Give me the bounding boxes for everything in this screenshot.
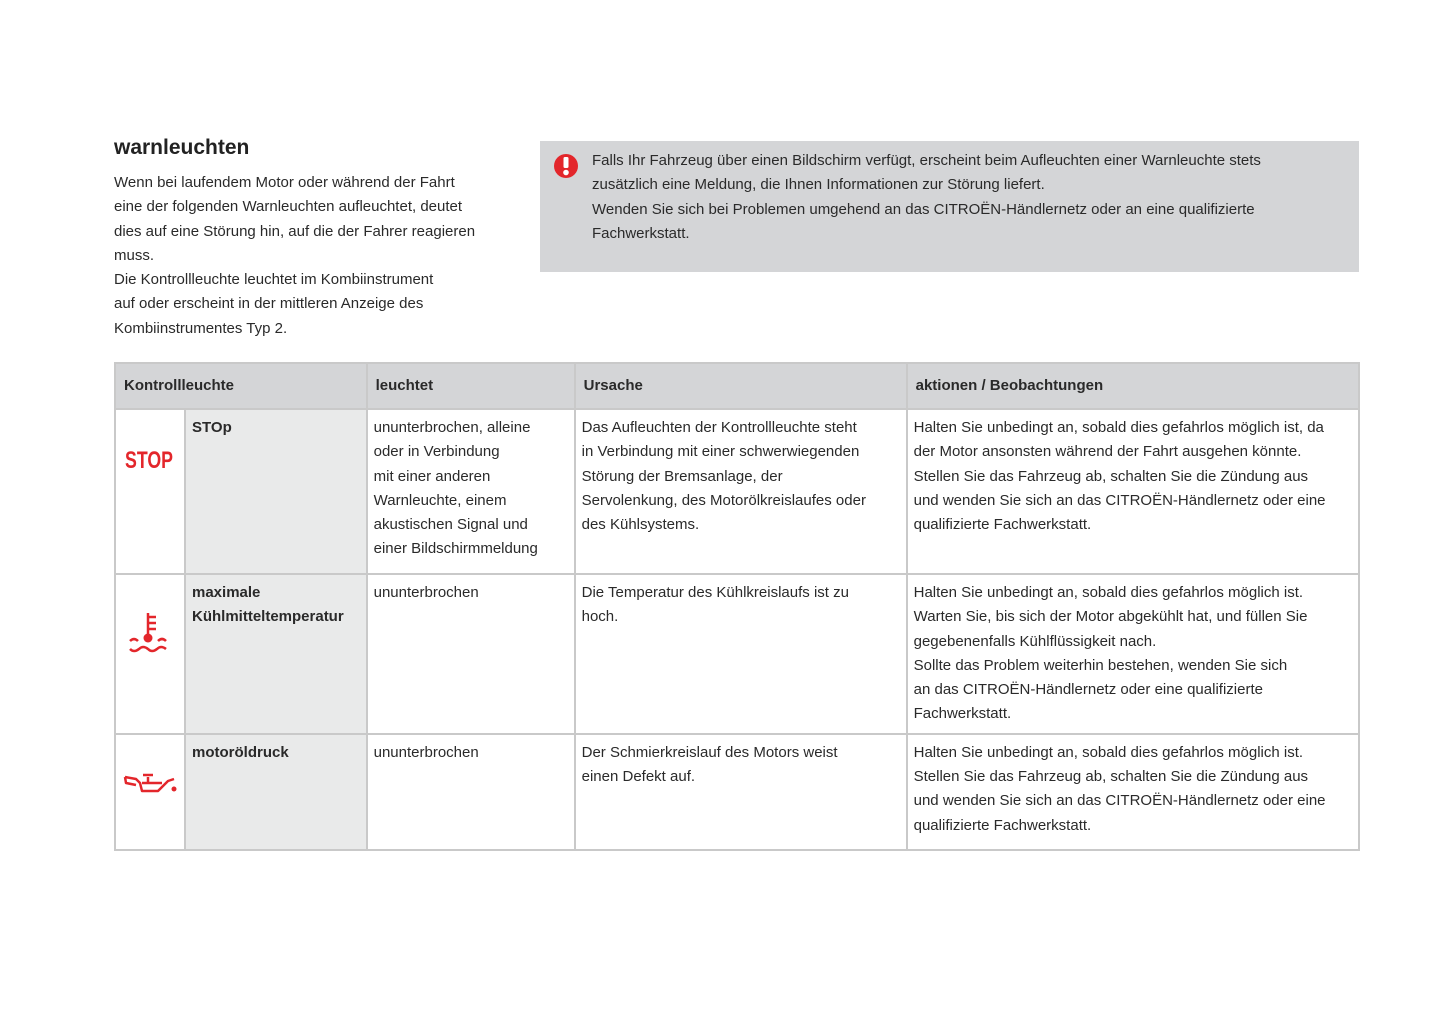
intro-text: Wenn bei laufendem Motor oder während der Fahrt eine der folgenden Warnleuchten aufleuchtet, deutet dies auf eine Störung hin, auf die der Fahrer reagieren muss. Die Kontrollleuchte leuchtet im Kombiinstrument auf oder erscheint in der mittleren Anzeige des Kombiinstrumentes Typ 2. xyxy=(114,174,476,337)
table-row xyxy=(115,574,1359,734)
ursache-cell: Der Schmierkreislauf des Motors weist einen Defekt auf. xyxy=(575,734,907,850)
header-aktionen: aktionen / Beobachtungen xyxy=(907,363,1359,409)
info-note xyxy=(540,141,1359,272)
coolant-temperature-icon xyxy=(122,609,176,659)
header-kontrollleuchte: Kontrollleuchte xyxy=(115,363,367,409)
aktionen-cell: Halten Sie unbedingt an, sobald dies gefahrlos möglich ist. Warten Sie, bis sich der Motor abgekühlt hat, und füllen Sie gegebenenfalls Kühlflüssigkeit nach. Sollte das Problem weiterhin bestehen, wenden Sie sich an das CITROËN-Händlernetz oder eine qualifizierte Fachwerkstatt. xyxy=(907,574,1359,734)
header-ursache: Ursache xyxy=(575,363,907,409)
exclamation-icon xyxy=(554,154,578,178)
light-label: motoröldruck xyxy=(185,734,367,850)
light-label: STOp xyxy=(185,409,367,574)
light-label: maximale Kühlmitteltemperatur xyxy=(185,574,367,734)
ursache-cell: Das Aufleuchten der Kontrollleuchte steht in Verbindung mit einer schwerwiegenden Störung der Bremsanlage, der Servolenkung, des Motorölkreislaufes oder des Kühlsystems. xyxy=(575,409,907,574)
section-title: warnleuchten xyxy=(114,136,250,159)
icon-cell xyxy=(115,734,185,850)
icon-cell xyxy=(115,574,185,734)
aktionen-cell: Halten Sie unbedingt an, sobald dies gefahrlos möglich ist. Stellen Sie das Fahrzeug ab, schalten Sie die Zündung aus und wenden Sie sich an das CITROËN-Händlernetz oder eine qualifizierte Fachwerkstatt. xyxy=(907,734,1359,850)
leuchtet-cell: ununterbrochen xyxy=(367,734,575,850)
warning-lights-table xyxy=(114,362,1360,851)
aktionen-cell: Halten Sie unbedingt an, sobald dies gefahrlos möglich ist, da der Motor ansonsten während der Fahrt ausgehen könnte. Stellen Sie das Fahrzeug ab, schalten Sie die Zündung aus und wenden Sie sich an das CITROËN-Händlernetz oder eine qualifizierte Fachwerkstatt. xyxy=(907,409,1359,574)
stop-icon xyxy=(122,444,176,474)
table-row xyxy=(115,734,1359,850)
note-text: Falls Ihr Fahrzeug über einen Bildschirm verfügt, erscheint beim Aufleuchten einer Warnleuchte stets zusätzlich eine Meldung, die Ihnen Informationen zur Störung liefert. Wenden Sie sich bei Problemen umgehend an das CITROËN-Händlernetz oder an eine qualifizierte Fachwerkstatt. xyxy=(592,152,1261,242)
ursache-cell: Die Temperatur des Kühlkreislaufs ist zu hoch. xyxy=(575,574,907,734)
oil-pressure-icon xyxy=(122,769,178,799)
icon-cell xyxy=(115,409,185,574)
svg-text:STOP: STOP xyxy=(125,447,173,475)
header-leuchtet: leuchtet xyxy=(367,363,575,409)
table-header-row xyxy=(115,363,1359,409)
leuchtet-cell: ununterbrochen, alleine oder in Verbindung mit einer anderen Warnleuchte, einem akustischen Signal und einer Bildschirmmeldung xyxy=(367,409,575,574)
leuchtet-cell: ununterbrochen xyxy=(367,574,575,734)
table-row xyxy=(115,409,1359,574)
